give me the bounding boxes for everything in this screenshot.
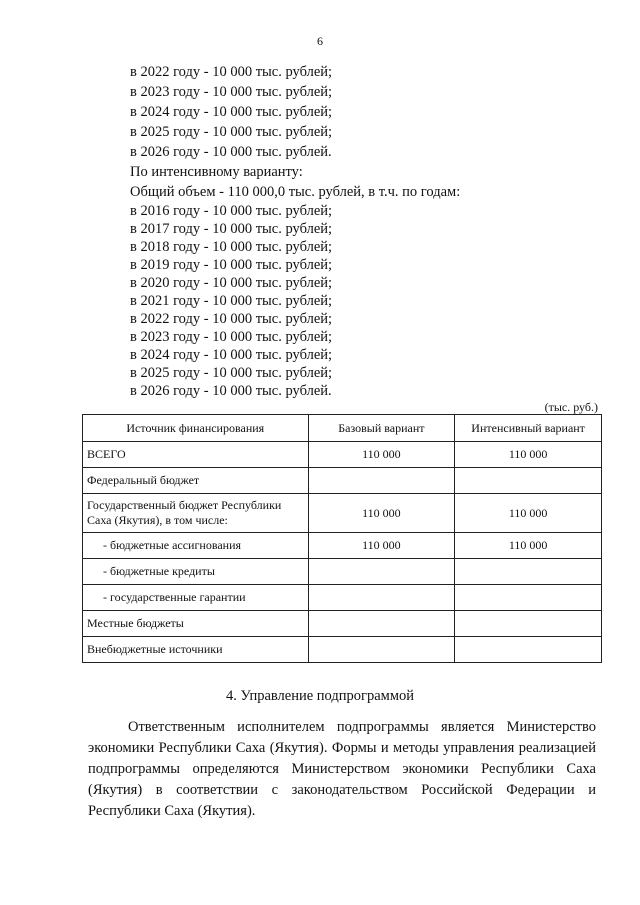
text-line: в 2019 году - 10 000 тыс. рублей;: [130, 257, 333, 273]
cell-intensive: 110 000: [455, 442, 602, 468]
cell-base: 110 000: [308, 533, 455, 559]
cell-base: [308, 468, 455, 494]
cell-intensive: 110 000: [455, 533, 602, 559]
cell-intensive: 110 000: [455, 494, 602, 533]
table-unit-label: (тыс. руб.): [544, 400, 598, 414]
header-source: Источник финансирования: [83, 415, 309, 442]
text-line: в 2023 году - 10 000 тыс. рублей;: [130, 329, 333, 345]
text-line: в 2025 году - 10 000 тыс. рублей;: [130, 365, 333, 381]
table-row: [83, 533, 602, 559]
text-line: в 2026 году - 10 000 тыс. рублей.: [130, 383, 332, 399]
cell-intensive: [455, 585, 602, 611]
table-row: [83, 468, 602, 494]
cell-base: 110 000: [308, 442, 455, 468]
text-line: в 2025 году - 10 000 тыс. рублей;: [130, 124, 333, 140]
cell-source: - бюджетные ассигнования: [83, 533, 309, 559]
cell-source: Государственный бюджет Республики Саха (Якутия), в том числе:: [83, 494, 309, 533]
text-line: в 2026 году - 10 000 тыс. рублей.: [130, 144, 332, 160]
cell-base: [308, 585, 455, 611]
table-row: [83, 585, 602, 611]
text-line: Общий объем - 110 000,0 тыс. рублей, в т.ч. по годам:: [130, 184, 461, 200]
text-line: По интенсивному варианту:: [130, 164, 303, 180]
cell-source: ВСЕГО: [83, 442, 309, 468]
text-line: в 2023 году - 10 000 тыс. рублей;: [130, 84, 333, 100]
cell-intensive: [455, 611, 602, 637]
cell-intensive: [455, 637, 602, 663]
cell-intensive: [455, 468, 602, 494]
cell-base: [308, 637, 455, 663]
cell-source: - бюджетные кредиты: [83, 559, 309, 585]
body-paragraph: Ответственным исполнителем подпрограммы является Министерство экономики Республики Саха (Якутия). Формы и методы управления реализацией подпрограммы определяются Министерством экономики Республики Саха (Якутия) в соответствии с законодательством Российской Федерации и Республики Саха (Якутия).: [88, 719, 596, 819]
table-row: [83, 637, 602, 663]
cell-source: - государственные гарантии: [83, 585, 309, 611]
text-line: в 2024 году - 10 000 тыс. рублей;: [130, 347, 333, 363]
cell-source: Федеральный бюджет: [83, 468, 309, 494]
section-title: 4. Управление подпрограммой: [225, 688, 415, 704]
cell-base: 110 000: [308, 494, 455, 533]
text-line: в 2022 году - 10 000 тыс. рублей;: [130, 311, 333, 327]
cell-intensive: [455, 559, 602, 585]
text-line: в 2018 году - 10 000 тыс. рублей;: [130, 239, 333, 255]
text-line: в 2024 году - 10 000 тыс. рублей;: [130, 104, 333, 120]
table-header-row: [83, 415, 602, 442]
table-row: [83, 611, 602, 637]
table-row: [83, 494, 602, 533]
text-line: в 2021 году - 10 000 тыс. рублей;: [130, 293, 333, 309]
header-intensive: Интенсивный вариант: [455, 415, 602, 442]
text-line: в 2016 году - 10 000 тыс. рублей;: [130, 203, 333, 219]
funding-table: [82, 414, 602, 663]
table-row: [83, 442, 602, 468]
table-row: [83, 559, 602, 585]
text-line: в 2020 году - 10 000 тыс. рублей;: [130, 275, 333, 291]
page-number: 6: [317, 34, 323, 48]
header-base: Базовый вариант: [308, 415, 455, 442]
cell-source: Внебюджетные источники: [83, 637, 309, 663]
cell-source: Местные бюджеты: [83, 611, 309, 637]
funding-text-block: [130, 62, 460, 400]
text-line: в 2022 году - 10 000 тыс. рублей;: [130, 64, 333, 80]
cell-base: [308, 611, 455, 637]
text-line: в 2017 году - 10 000 тыс. рублей;: [130, 221, 333, 237]
cell-base: [308, 559, 455, 585]
